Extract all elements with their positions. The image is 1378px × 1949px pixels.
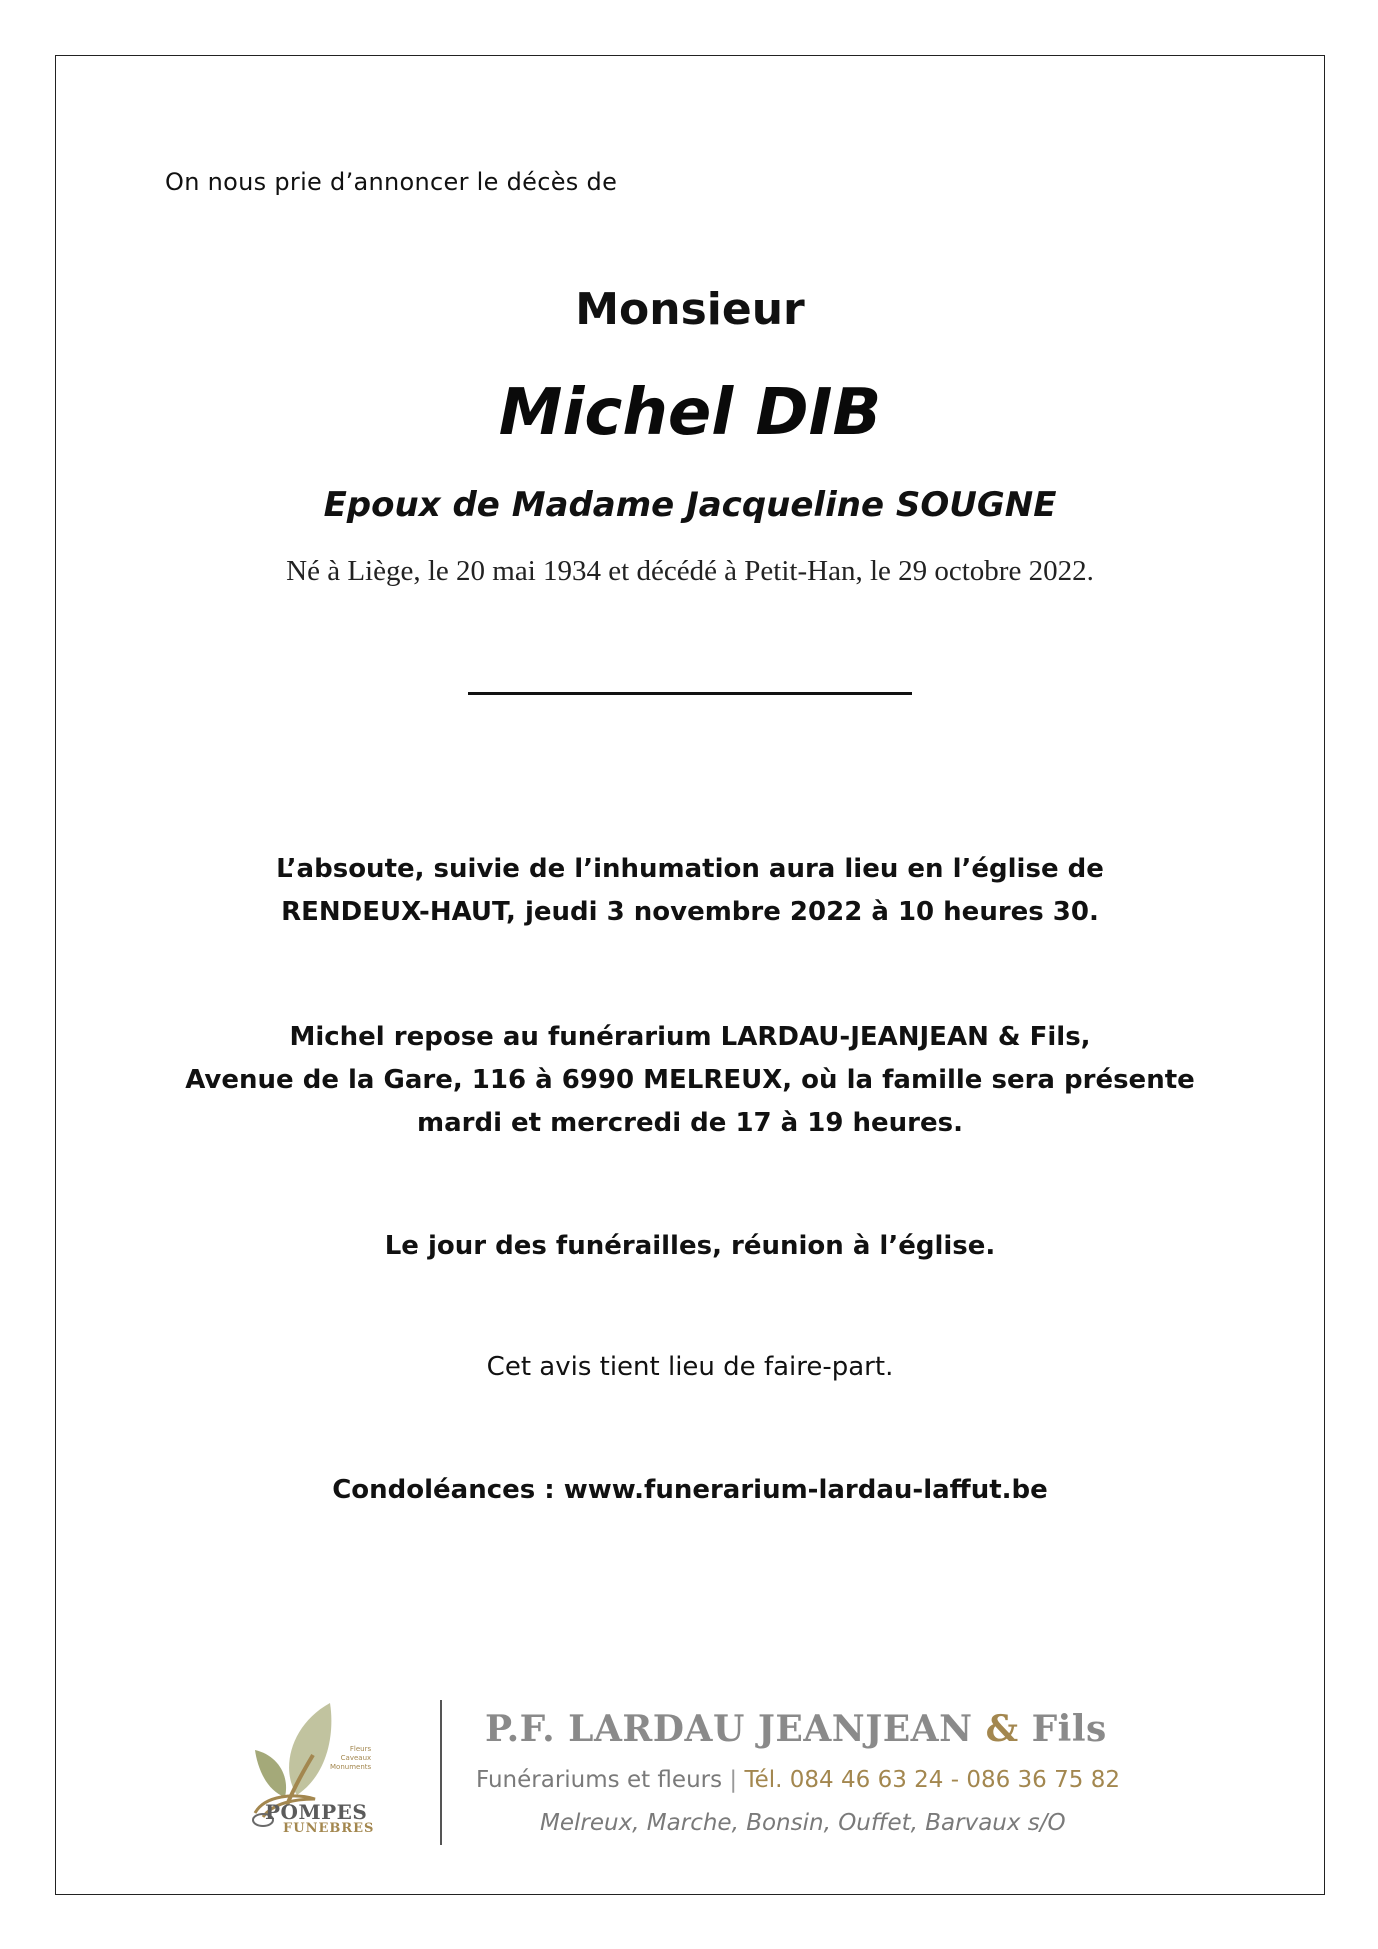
firm-name-end: Fils (1031, 1708, 1107, 1750)
meeting-text: Le jour des funérailles, réunion à l’église. (384, 1231, 996, 1261)
logo-tag-fleurs: Fleurs (349, 1745, 372, 1753)
phone-numbers[interactable]: 084 46 63 24 - 086 36 75 82 (789, 1767, 1120, 1793)
funeral-home-logo (235, 1695, 445, 1845)
ceremony-line-1: L’absoute, suivie de l’inhumation aura lieu en l’église de (276, 854, 1104, 884)
ceremony-line-2: RENDEUX-HAUT, jeudi 3 novembre 2022 à 10 heures 30. (281, 897, 1099, 927)
logo-word-pompes: POMPES (265, 1800, 368, 1824)
condolences-link[interactable]: Condoléances : www.funerarium-lardau-laffut.be (332, 1475, 1048, 1505)
deceased-name: Michel DIB (498, 376, 882, 450)
firm-contact-line (476, 1767, 1120, 1793)
firm-services: Funérariums et fleurs (476, 1767, 723, 1793)
logo-word-funebres: FUNEBRES (283, 1821, 375, 1836)
separator-rule (468, 692, 912, 695)
civility-title: Monsieur (575, 284, 805, 335)
intro-text: On nous prie d’annoncer le décès de (165, 168, 618, 196)
visitation-line-3: mardi et mercredi de 17 à 19 heures. (417, 1108, 963, 1138)
logo-tagline (330, 1745, 371, 1772)
firm-name-ampersand: & (985, 1708, 1019, 1750)
notice-text: Cet avis tient lieu de faire-part. (486, 1352, 894, 1382)
ceremony-paragraph (55, 848, 1325, 934)
firm-name-main: P.F. LARDAU JEANJEAN (485, 1708, 973, 1750)
visitation-paragraph (55, 1016, 1325, 1145)
phone-label: Tél. (744, 1767, 783, 1793)
logo-tag-monuments: Monuments (330, 1763, 372, 1771)
firm-pipe: | (729, 1767, 738, 1793)
footer-divider (440, 1700, 442, 1845)
visitation-line-2: Avenue de la Gare, 116 à 6990 MELREUX, où la famille sera présente (185, 1065, 1195, 1095)
visitation-line-1: Michel repose au funérarium LARDAU-JEANJEAN & Fils, (289, 1022, 1091, 1052)
firm-name (485, 1708, 1107, 1750)
logo-tag-caveaux: Caveaux (340, 1754, 372, 1762)
spouse-line: Epoux de Madame Jacqueline SOUGNE (323, 485, 1057, 525)
birth-death-dates: Né à Liège, le 20 mai 1934 et décédé à Petit-Han, le 29 octobre 2022. (286, 555, 1094, 587)
firm-locations: Melreux, Marche, Bonsin, Ouffet, Barvaux s/O (540, 1810, 1066, 1836)
